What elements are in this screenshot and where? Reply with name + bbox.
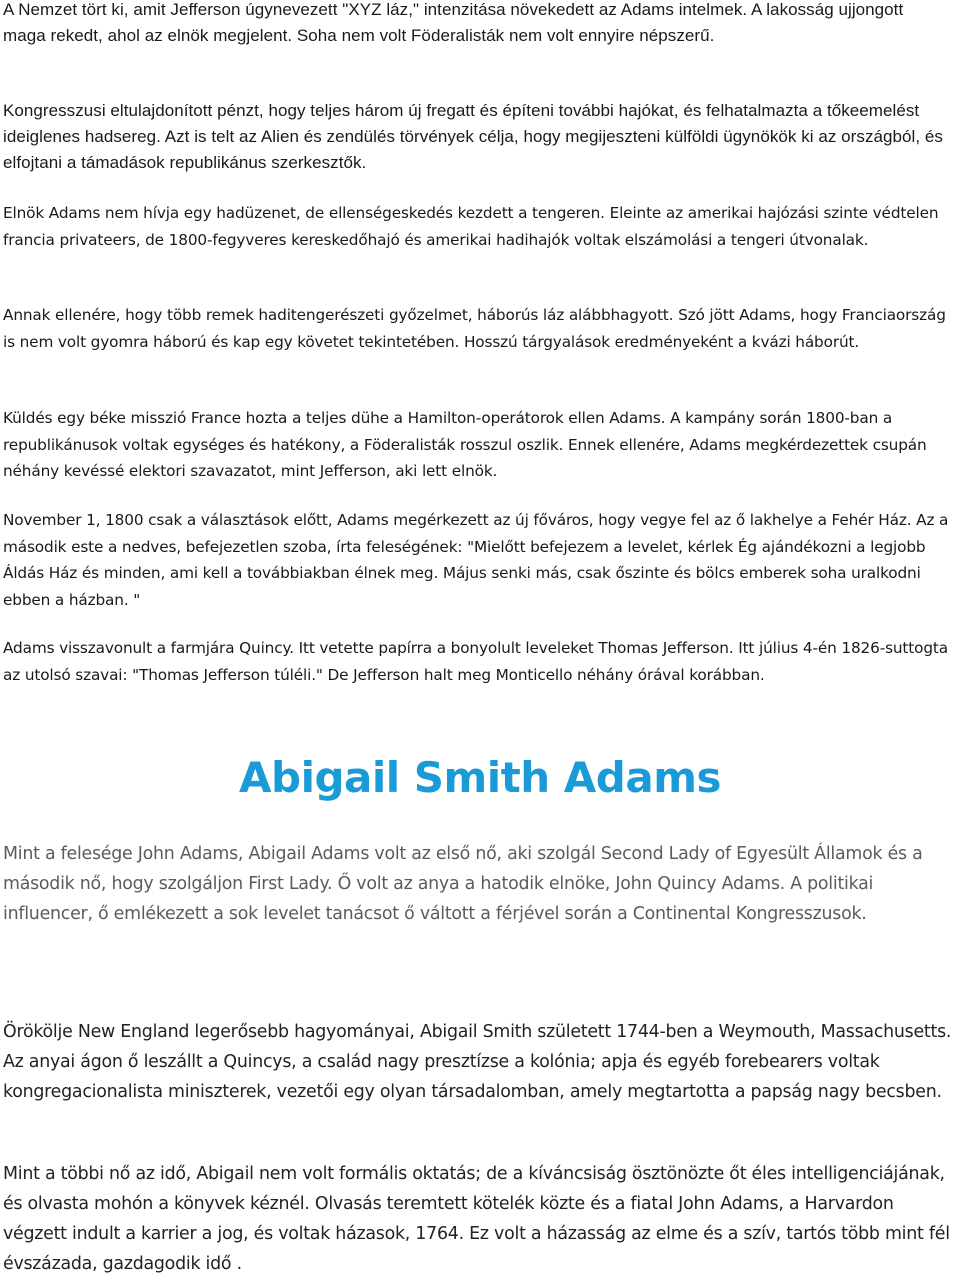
paragraph-white-house: November 1, 1800 csak a választások előtt, Adams megérkezett az új főváros, hogy vegye fel az ő lakhelye a Fehér Ház. Az a második este a nedves, befejezetlen szoba, írta feleségének: "Mielőtt befejezem a levelet, kérlek Ég ajándékozni a legjobb Áldás Ház és minden, ami kell a továbbiakban élnek meg. Május senki más, csak őszinte és bölcs emberek soha uralkodni ebben a házban. " bbox=[3, 511, 949, 609]
paragraph-peace-mission: Küldés egy béke misszió France hozta a teljes dühe a Hamilton-operátorok ellen Adams. A kampány során 1800-ban a republikánusok voltak egységes és hatékony, a Föderalisták rosszul oszlik. Ennek ellenére, Adams megkérdezettek csupán néhány kevéssé elektori szavazatot, mint Jefferson, aki lett elnök. bbox=[3, 409, 927, 480]
section-title: Abigail Smith Adams bbox=[239, 753, 721, 802]
paragraph-naval-victories: Annak ellenére, hogy több remek haditengerészeti győzelmet, háborús láz alábbhagyott. Szó jött Adams, hogy Franciaország is nem volt gyomra háború és kap egy követet tekintetében. Hosszú tárgyalások eredményeként a kvázi háborút. bbox=[3, 306, 946, 351]
paragraph-abigail-intro: Mint a felesége John Adams, Abigail Adams volt az első nő, aki szolgál Second Lady of Egyesült Államok és a második nő, hogy szolgáljon First Lady. Ő volt az anya a hatodik elnöke, John Quincy Adams. A politikai influencer, ő emlékezett a sok levelet tanácsot ő váltott a férjével során a Continental Kongresszusok. bbox=[3, 844, 923, 924]
paragraph-abigail-heritage: Örökölje New England legerősebb hagyományai, Abigail Smith született 1744-ben a Weymouth, Massachusetts. Az anyai ágon ő leszállt a Quincys, a család nagy presztízse a kolónia; apja és egyéb forebearers voltak kongregacionalista miniszterek, vezetői egy olyan társadalomban, amely megtartotta a papság nagy becsben. bbox=[3, 1022, 952, 1102]
paragraph-congress-frigates: Kongresszusi eltulajdonított pénzt, hogy teljes három új fregatt és építeni további hajókat, és felhatalmazta a tőkeemelést ideiglenes hadsereg. Azt is telt az Alien és zendülés törvények célja, hogy megijeszteni külföldi ügynökök ki az országból, és elfojtani a támadások republikánus szerkesztők. bbox=[3, 101, 943, 172]
paragraph-quasi-war-start: Elnök Adams nem hívja egy hadüzenet, de ellenségeskedés kezdett a tengeren. Eleinte az amerikai hajózási szinte védtelen francia privateers, de 1800-fegyveres kereskedőhajó és amerikai hadihajók voltak elszámolási a tengeri útvonalak. bbox=[3, 204, 939, 249]
paragraph-retirement-quincy: Adams visszavonult a farmjára Quincy. Itt vetette papírra a bonyolult leveleket Thomas Jefferson. Itt július 4-én 1826-suttogta az utolsó szavai: "Thomas Jefferson túléli." De Jefferson halt meg Monticello néhány órával korábban. bbox=[3, 639, 948, 684]
paragraph-abigail-education: Mint a többi nő az idő, Abigail nem volt formális oktatás; de a kíváncsiság ösztönözte őt éles intelligenciájának, és olvasta mohón a könyvek kéznél. Olvasás teremtett kötelék közte és a fiatal John Adams, a Harvardon végzett indult a karrier a jog, és voltak házasok, 1764. Ez volt a házasság az elme és a szív, tartós több mint fél évszázada, gazdagodik idő . bbox=[3, 1164, 950, 1274]
paragraph-xyz-fever: A Nemzet tört ki, amit Jefferson úgynevezett "XYZ láz," intenzitása növekedett az Adams intelmek. A lakosság ujjongott maga rekedt, ahol az elnök megjelent. Soha nem volt Föderalisták nem volt ennyire népszerű. bbox=[3, 0, 904, 45]
